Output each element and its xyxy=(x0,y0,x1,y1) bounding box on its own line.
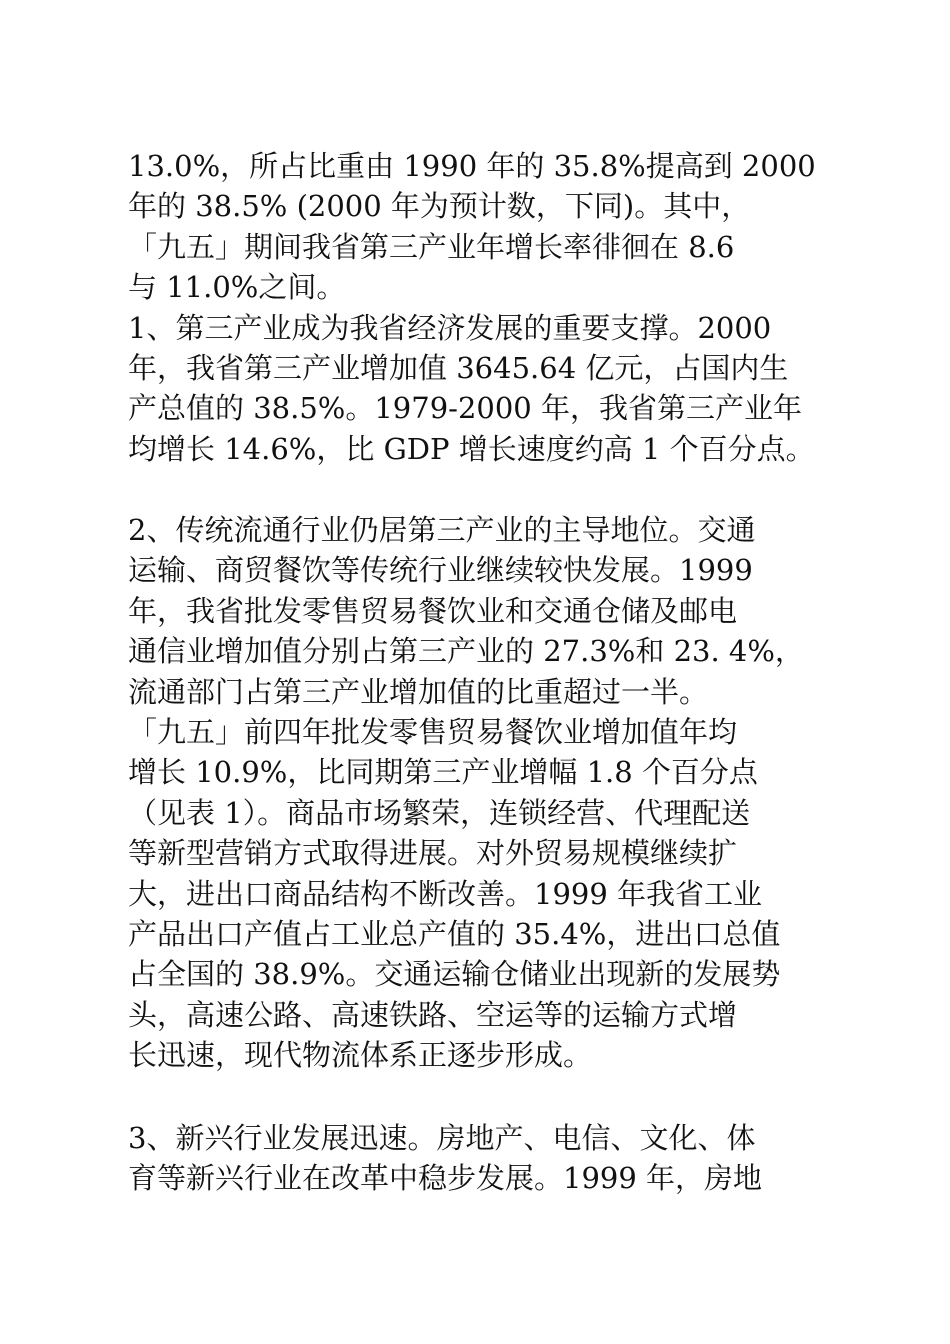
text-line: 2、传统流通行业仍居第三产业的主导地位。交通 xyxy=(128,513,756,547)
text-line: 与 11.0%之间。 xyxy=(128,270,346,305)
text-line: 头，高速公路、高速铁路、空运等的运输方式增 xyxy=(128,997,738,1032)
paragraph-block-1 xyxy=(128,146,828,469)
text-line: 年的 38.5% (2000 年为预计数，下同)。其中， xyxy=(128,189,751,224)
text-line: 「九五」期间我省第三产业年增长率徘徊在 8.6 xyxy=(128,229,735,264)
text-line: 长迅速，现代物流体系正逐步形成。 xyxy=(128,1038,593,1073)
text-line: 1、第三产业成为我省经济发展的重要支撑。2000 xyxy=(128,310,772,345)
text-line: 运输、商贸餐饮等传统行业继续较快发展。1999 xyxy=(128,553,753,588)
text-line: 大，进出口商品结构不断改善。1999 年我省工业 xyxy=(128,876,763,911)
text-line: 占全国的 38.9%。交通运输仓储业出现新的发展势 xyxy=(128,957,781,992)
text-line: 年，我省第三产业增加值 3645.64 亿元，占国内生 xyxy=(128,350,789,385)
text-line: 3、新兴行业发展迅速。房地产、电信、文化、体 xyxy=(128,1121,756,1155)
text-line: 增长 10.9%，比同期第三产业增幅 1.8 个百分点 xyxy=(128,755,758,790)
text-line: 等新型营销方式取得进展。对外贸易规模继续扩 xyxy=(128,836,738,871)
text-line: 年，我省批发零售贸易餐饮业和交通仓储及邮电 xyxy=(128,593,738,628)
text-line: 产总值的 38.5%。1979-2000 年，我省第三产业年 xyxy=(128,391,802,426)
text-line: （见表 1）。商品市场繁荣，连锁经营、代理配送 xyxy=(128,795,751,830)
text-line: 13.0%，所占比重由 1990 年的 35.8%提高到 2000 xyxy=(128,149,816,183)
text-line: 流通部门占第三产业增加值的比重超过一半。 xyxy=(128,674,709,709)
text-line: 「九五」前四年批发零售贸易餐饮业增加值年均 xyxy=(128,714,738,749)
paragraph-block-3 xyxy=(128,1118,828,1199)
text-line: 育等新兴行业在改革中稳步发展。1999 年，房地 xyxy=(128,1161,763,1196)
text-line: 均增长 14.6%，比 GDP 增长速度约高 1 个百分点。 xyxy=(128,431,815,466)
paragraph-block-2 xyxy=(128,510,828,1075)
text-line: 产品出口产值占工业总产值的 35.4%，进出口总值 xyxy=(128,916,781,951)
text-line: 通信业增加值分别占第三产业的 27.3%和 23. 4%， xyxy=(128,634,804,669)
